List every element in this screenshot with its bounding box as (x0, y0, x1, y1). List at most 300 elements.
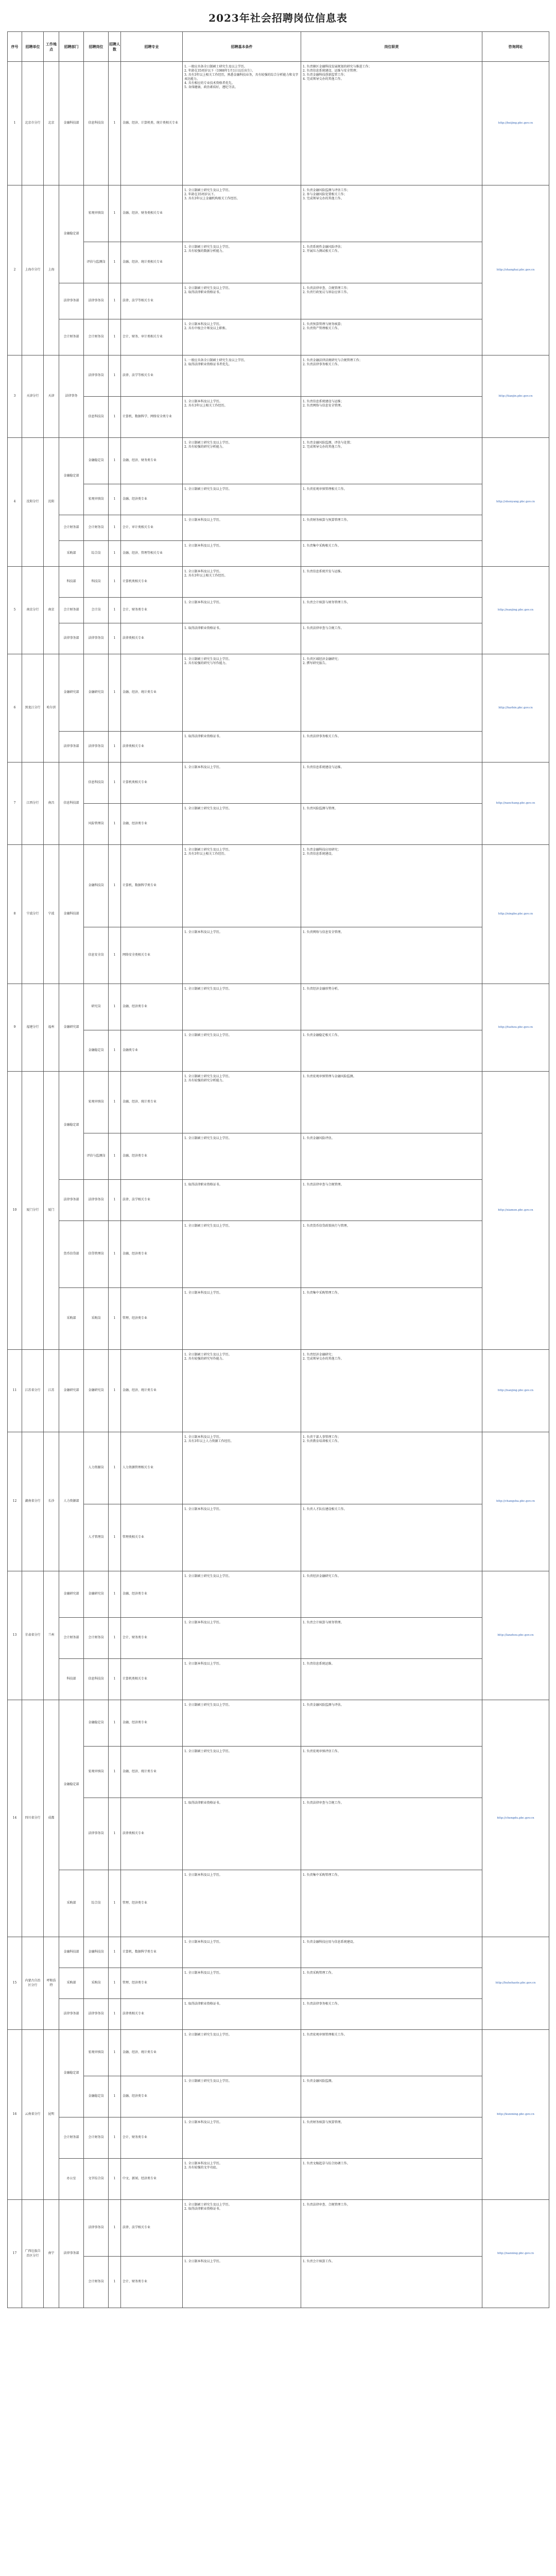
major-requirement: 金融、经济类专业 (121, 1571, 183, 1618)
condition-line: 1. 取得法律职业资格证书。 (184, 1801, 222, 1805)
headcount: 1 (109, 984, 121, 1030)
job-duties (301, 1221, 482, 1288)
department: 金融研究部 (59, 1350, 84, 1432)
work-location: 哈尔滨 (44, 654, 59, 762)
headcount: 1 (109, 515, 121, 541)
department: 金融稳定部 (59, 1072, 84, 1180)
recruiting-unit: 宁波分行 (22, 845, 44, 984)
condition-line: 1. 全日制硕士研究生及以上学历。 (184, 1574, 232, 1578)
table-row (8, 1504, 549, 1571)
work-location: 南宁 (44, 2200, 59, 2308)
condition-line: 1. 全日制硕士研究生及以上学历。 (184, 1353, 232, 1357)
row-number: 13 (8, 1571, 22, 1700)
recruiting-unit: 甘肃省分行 (22, 1571, 44, 1700)
position: 采购岗 (84, 1288, 109, 1350)
major-requirement: 管理类相关专业 (121, 1504, 183, 1571)
headcount: 1 (109, 319, 121, 355)
headcount: 1 (109, 62, 121, 185)
condition-line: 1. 全日制硕士研究生及以上学历。 (184, 487, 232, 491)
table-row (8, 2076, 549, 2117)
major-requirement: 会计、财务类专业 (121, 598, 183, 623)
condition-line: 1. 全日制硕士研究生及以上学历。 (184, 441, 232, 445)
duty-line: 1. 负责信息系统开发与运维。 (303, 570, 344, 573)
headcount: 1 (109, 732, 121, 762)
work-location: 上海 (44, 185, 59, 355)
condition-line: 1. 全日制硕士研究生及以上学历。 (184, 657, 232, 661)
position: 信息科技岗 (84, 397, 109, 438)
header-cell: 岗位职责 (301, 32, 482, 62)
table-row (8, 397, 549, 438)
major-requirement: 会计、审计类相关专业 (121, 515, 183, 541)
basic-conditions (183, 1747, 301, 1798)
basic-conditions (183, 1432, 301, 1504)
headcount: 1 (109, 1133, 121, 1180)
header-cell: 招聘人数 (109, 32, 121, 62)
position: 宏观审慎岗 (84, 1747, 109, 1798)
position: 信息安全岗 (84, 927, 109, 984)
duty-line: 2. 负责行政复议与诉讼应诉工作。 (303, 291, 350, 295)
major-requirement: 金融、经济、统计类相关专业 (121, 242, 183, 283)
headcount: 1 (109, 1618, 121, 1659)
headcount: 1 (109, 1571, 121, 1618)
condition-line: 1. 全日制硕士研究生及以上学历。 (184, 987, 232, 991)
duty-line: 1. 负责宏观审慎管理相关工作。 (303, 487, 347, 491)
table-row (8, 515, 549, 541)
consult-website-link[interactable]: http://nanning.pbc.gov.cn (482, 2200, 549, 2308)
header-cell: 序号 (8, 32, 22, 62)
condition-line: 2. 具有较强的研究写作能力。 (184, 1357, 225, 1361)
condition-line: 1. 全日制硕士研究生及以上学历。 (184, 286, 232, 290)
headcount: 1 (109, 927, 121, 984)
duty-line: 2. 负责信息系统建设、运维与安全管理； (303, 69, 359, 73)
basic-conditions (183, 1700, 301, 1747)
work-location: 宁波 (44, 845, 59, 984)
condition-line: 1. 全日制硕士研究生及以上学历。 (184, 1703, 232, 1707)
headcount: 1 (109, 623, 121, 654)
basic-conditions (183, 283, 301, 319)
duty-line: 1. 负责集中采购相关工作。 (303, 544, 341, 548)
condition-line: 1. 全日制硕士研究生及以上学历。 (184, 1750, 232, 1753)
duty-line: 1. 负责区域经济金融研究； (303, 657, 341, 661)
table-row (8, 732, 549, 762)
condition-line: 2. 具有较强的研究与写作能力。 (184, 662, 229, 666)
job-duties (301, 598, 482, 623)
basic-conditions (183, 438, 301, 484)
table-row (8, 804, 549, 845)
department: 科技部 (59, 567, 84, 598)
major-requirement: 会计、财务类专业 (121, 1618, 183, 1659)
recruiting-unit: 广西壮族自治区分行 (22, 2200, 44, 2308)
position: 会计财务岗 (84, 2117, 109, 2159)
position: 法律事务岗 (84, 732, 109, 762)
recruiting-unit: 天津分行 (22, 355, 44, 438)
basic-conditions (183, 2257, 301, 2308)
job-duties (301, 845, 482, 927)
table-row (8, 598, 549, 623)
department: 会计财务部 (59, 515, 84, 541)
major-requirement: 法律、法学等相关专业 (121, 283, 183, 319)
job-duties (301, 654, 482, 732)
basic-conditions (183, 1798, 301, 1870)
table-row (8, 2257, 549, 2308)
position: 人力资源岗 (84, 1432, 109, 1504)
position: 法律事务岗 (84, 1798, 109, 1870)
condition-line: 2. 具有较强的数据分析能力。 (184, 249, 225, 253)
major-requirement: 金融、经济、统计类专业 (121, 2030, 183, 2076)
consult-website-link[interactable]: http://beijing.pbc.gov.cn (482, 62, 549, 185)
row-number: 8 (8, 845, 22, 984)
position: 法律事务岗 (84, 1180, 109, 1221)
duty-line: 1. 负责网络与信息安全管理。 (303, 930, 344, 934)
condition-line: 1. 全日制本科及以上学历。 (184, 601, 222, 604)
basic-conditions (183, 355, 301, 397)
condition-line: 2. 具有3年以上相关工作经历。 (184, 852, 228, 856)
department: 法律事务部 (59, 1180, 84, 1221)
headcount: 1 (109, 1798, 121, 1870)
job-duties (301, 1350, 482, 1432)
position: 文字综合岗 (84, 2159, 109, 2200)
job-duties (301, 1504, 482, 1571)
condition-line: 1. 全日制硕士研究生及以上学历。 (184, 189, 232, 192)
condition-line: 2. 具有较强的研究分析能力。 (184, 445, 225, 449)
job-duties (301, 2030, 482, 2076)
headcount: 1 (109, 2030, 121, 2076)
major-requirement: 法律类相关专业 (121, 732, 183, 762)
work-location: 兰州 (44, 1571, 59, 1700)
duty-line: 1. 负责金融风险监测。 (303, 2079, 335, 2083)
duty-line: 2. 负责信息系统建设。 (303, 852, 335, 856)
duty-line: 1. 负责金融风险监测与评估。 (303, 1703, 344, 1707)
job-duties (301, 567, 482, 598)
duty-line: 4. 完成领导交办的其他工作。 (303, 77, 344, 81)
basic-conditions (183, 845, 301, 927)
job-duties (301, 397, 482, 438)
position: 信息科技岗 (84, 1659, 109, 1700)
recruiting-unit: 四川省分行 (22, 1700, 44, 1937)
consult-website-link[interactable]: http://shenyang.pbc.gov.cn (482, 438, 549, 567)
basic-conditions (183, 1180, 301, 1221)
basic-conditions (183, 185, 301, 242)
condition-line: 2. 年龄在35周岁以下（1988年1月1日以后出生）。 (184, 69, 255, 73)
duty-line: 1. 负责宏观审慎评估工作。 (303, 1750, 341, 1753)
position: 采购岗 (84, 1968, 109, 1999)
condition-line: 1. 全日制本科及以上学历。 (184, 1971, 222, 1975)
recruiting-unit: 江苏省分行 (22, 1350, 44, 1432)
work-location: 北京 (44, 62, 59, 185)
work-location: 厦门 (44, 1072, 59, 1350)
job-duties (301, 1870, 482, 1937)
position: 科技岗 (84, 567, 109, 598)
job-duties (301, 1700, 482, 1747)
major-requirement: 金融、经济类专业 (121, 1133, 183, 1180)
row-number: 12 (8, 1432, 22, 1571)
consult-website-link[interactable]: http://changsha.pbc.gov.cn (482, 1432, 549, 1571)
headcount: 1 (109, 2257, 121, 2308)
headcount: 1 (109, 1504, 121, 1571)
major-requirement: 法律类相关专业 (121, 1999, 183, 2030)
basic-conditions (183, 567, 301, 598)
consult-website-link[interactable]: http://kunming.pbc.gov.cn (482, 2030, 549, 2200)
job-duties (301, 185, 482, 242)
table-row (8, 927, 549, 984)
major-requirement: 金融、经济、统计类专业 (121, 654, 183, 732)
condition-line: 1. 全日制硕士研究生及以上学历。 (184, 1033, 232, 1037)
condition-line: 1. 一般应具备全日制硕士研究生及以上学历。 (184, 65, 247, 69)
headcount: 1 (109, 1659, 121, 1700)
headcount: 1 (109, 567, 121, 598)
condition-line: 1. 全日制本科及以上学历。 (184, 1435, 222, 1439)
department: 科技部 (59, 1659, 84, 1700)
department: 采购部 (59, 1870, 84, 1937)
work-location: 呼和浩特 (44, 1937, 59, 2030)
job-duties (301, 1030, 482, 1072)
table-row (8, 1747, 549, 1798)
header-cell: 招聘专业 (121, 32, 183, 62)
table-body (8, 62, 549, 2308)
table-header-row (8, 32, 549, 62)
duty-line: 1. 负责金融风险评估。 (303, 1137, 335, 1140)
condition-line: 1. 全日制本科及以上学历。 (184, 1507, 222, 1511)
major-requirement: 管理、经济类专业 (121, 1288, 183, 1350)
position: 金融稳定岗 (84, 1030, 109, 1072)
condition-line: 1. 取得法律职业资格证书。 (184, 2002, 222, 2006)
condition-line: 5. 身体健康，政治素质好，遵纪守法。 (184, 86, 238, 90)
headcount: 1 (109, 1350, 121, 1432)
department: 金融科技部 (59, 62, 84, 185)
duty-line: 1. 负责法律事务相关工作。 (303, 2002, 341, 2006)
headcount: 1 (109, 1180, 121, 1221)
basic-conditions (183, 2030, 301, 2076)
duty-line: 1. 负责集中采购管理工作。 (303, 1291, 341, 1295)
table-row (8, 62, 549, 185)
position: 金融稳定岗 (84, 2076, 109, 2117)
position: 宏观审慎岗 (84, 185, 109, 242)
duty-line: 1. 负责信息系统运维。 (303, 1662, 335, 1666)
department: 金融科技部 (59, 1937, 84, 1968)
condition-line: 2. 具有较强的文字功底。 (184, 2166, 219, 2170)
condition-line: 1. 全日制硕士研究生及以上学历。 (184, 245, 232, 249)
position: 风险管理岗 (84, 804, 109, 845)
condition-line: 1. 取得法律职业资格证书。 (184, 1183, 222, 1187)
major-requirement: 计算机类相关专业 (121, 567, 183, 598)
department: 信息科技部 (59, 762, 84, 845)
duty-line: 1. 负责金融风险监测与评估工作； (303, 189, 350, 192)
job-duties (301, 1968, 482, 1999)
row-number: 14 (8, 1700, 22, 1937)
headcount: 1 (109, 1968, 121, 1999)
basic-conditions (183, 623, 301, 654)
consult-website-link[interactable]: http://huhehaote.pbc.gov.cn (482, 1937, 549, 2030)
basic-conditions (183, 2117, 301, 2159)
condition-line: 2. 具有3年以上相关工作经历。 (184, 574, 228, 578)
basic-conditions (183, 984, 301, 1030)
consult-website-link[interactable]: http://ningbo.pbc.gov.cn (482, 845, 549, 984)
consult-website-link[interactable]: http://shanghai.pbc.gov.cn (482, 185, 549, 355)
job-duties (301, 732, 482, 762)
row-number: 15 (8, 1937, 22, 2030)
job-duties (301, 1618, 482, 1659)
condition-line: 2. 取得法律职业资格证书者优先。 (184, 363, 232, 367)
duty-line: 1. 负责法律审查与合规工作。 (303, 1801, 344, 1805)
table-row (8, 355, 549, 397)
position: 研究岗 (84, 984, 109, 1030)
basic-conditions (183, 1030, 301, 1072)
recruiting-unit: 南京分行 (22, 567, 44, 654)
duty-line: 3. 负责金融科技创新监管工作； (303, 73, 347, 77)
major-requirement: 金融、经济、统计类专业 (121, 1747, 183, 1798)
position: 金融稳定岗 (84, 438, 109, 484)
basic-conditions (183, 62, 301, 185)
headcount: 1 (109, 438, 121, 484)
major-requirement: 法律、法学等相关专业 (121, 355, 183, 397)
headcount: 1 (109, 185, 121, 242)
headcount: 1 (109, 1870, 121, 1937)
duty-line: 1. 负责会计核算与财务管理。 (303, 1621, 344, 1624)
consult-website-link[interactable]: http://nanchang.pbc.gov.cn (482, 762, 549, 845)
major-requirement: 会计、财务类专业 (121, 2117, 183, 2159)
department: 金融研究部 (59, 654, 84, 732)
headcount: 1 (109, 845, 121, 927)
duty-line: 1. 负责法律审查、合规管理工作。 (303, 2203, 350, 2207)
work-location: 长沙 (44, 1432, 59, 1571)
duty-line: 2. 负责资产管理相关工作。 (303, 327, 341, 331)
recruiting-unit: 沈阳分行 (22, 438, 44, 567)
table-row (8, 2200, 549, 2257)
department: 金融稳定部 (59, 438, 84, 515)
condition-line: 1. 取得法律职业资格证书。 (184, 626, 222, 630)
condition-line: 2. 具有中级会计师及以上职称。 (184, 327, 229, 331)
job-duties (301, 2159, 482, 2200)
headcount: 1 (109, 1700, 121, 1747)
consult-website-link[interactable]: http://tianjin.pbc.gov.cn (482, 355, 549, 438)
condition-line: 1. 一般应具备全日制硕士研究生及以上学历。 (184, 359, 247, 362)
table-row (8, 845, 549, 927)
work-location: 南昌 (44, 762, 59, 845)
duty-line: 1. 负责预算管理与财务核算； (303, 323, 344, 326)
duty-line: 2. 完成领导交办的其他工作。 (303, 1357, 344, 1361)
row-number: 7 (8, 762, 22, 845)
basic-conditions (183, 515, 301, 541)
table-row (8, 1133, 549, 1180)
department: 金融科技部 (59, 845, 84, 984)
major-requirement: 金融、经济类专业 (121, 2076, 183, 2117)
headcount: 1 (109, 1030, 121, 1072)
work-location: 天津 (44, 355, 59, 438)
major-requirement: 管理、经济类专业 (121, 1870, 183, 1937)
row-number: 17 (8, 2200, 22, 2308)
position: 法律事务岗 (84, 1999, 109, 2030)
job-duties (301, 1937, 482, 1968)
condition-line: 2. 具有3年以上人力资源工作经历。 (184, 1439, 234, 1444)
condition-line: 3. 具有3年以上金融机构相关工作经历。 (184, 197, 240, 201)
table-row (8, 762, 549, 804)
recruiting-unit: 厦门分行 (22, 1072, 44, 1350)
headcount: 1 (109, 1221, 121, 1288)
consult-website-link[interactable]: http://nanjing.pbc.gov.cn (482, 1350, 549, 1432)
duty-line: 1. 负责采购管理工作。 (303, 1971, 335, 1975)
department: 会计财务部 (59, 1618, 84, 1659)
job-duties (301, 1432, 482, 1504)
consult-website-link[interactable]: http://chengdu.pbc.gov.cn (482, 1700, 549, 1937)
department: 法律事务部 (59, 1999, 84, 2030)
table-row (8, 1999, 549, 2030)
condition-line: 2. 取得法律职业资格证书。 (184, 2207, 222, 2211)
basic-conditions (183, 1133, 301, 1180)
header-cell: 招聘基本条件 (183, 32, 301, 62)
major-requirement: 中文、新闻、经济类专业 (121, 2159, 183, 2200)
job-duties (301, 1571, 482, 1618)
table-row (8, 567, 549, 598)
consult-website-link[interactable]: http://lanzhou.pbc.gov.cn (482, 1571, 549, 1700)
position: 宏观审慎岗 (84, 2030, 109, 2076)
position: 信贷管理岗 (84, 1221, 109, 1288)
position: 金融研究岗 (84, 1571, 109, 1618)
table-row (8, 283, 549, 319)
basic-conditions (183, 762, 301, 804)
department: 金融研究部 (59, 984, 84, 1072)
table-row (8, 185, 549, 242)
headcount: 1 (109, 804, 121, 845)
consult-website-link[interactable]: http://xiamen.pbc.gov.cn (482, 1072, 549, 1350)
duty-line: 3. 完成领导交办的其他工作。 (303, 197, 344, 201)
job-duties (301, 984, 482, 1030)
condition-line: 2. 具有较强的研究分析能力。 (184, 1079, 225, 1083)
consult-website-link[interactable]: http://harbin.pbc.gov.cn (482, 654, 549, 762)
table-row (8, 1288, 549, 1350)
job-duties (301, 484, 482, 515)
consult-website-link[interactable]: http://nanjing.pbc.gov.cn (482, 567, 549, 654)
condition-line: 1. 全日制本科及以上学历。 (184, 518, 222, 522)
row-number: 16 (8, 2030, 22, 2200)
condition-line: 1. 全日制硕士研究生及以上学历。 (184, 2203, 232, 2207)
position: 宏观审慎岗 (84, 1072, 109, 1133)
job-duties (301, 804, 482, 845)
job-duties (301, 1747, 482, 1798)
condition-line: 3. 具有3年以上相关工作经历，熟悉金融科技业务，具有较强的综合分析能力和文字表达能力。 (184, 73, 299, 81)
position: 会计财务岗 (84, 1618, 109, 1659)
position: 法律事务岗 (84, 355, 109, 397)
basic-conditions (183, 1999, 301, 2030)
consult-website-link[interactable]: http://fuzhou.pbc.gov.cn (482, 984, 549, 1072)
condition-line: 1. 全日制本科及以上学历。 (184, 2162, 222, 2165)
condition-line: 2. 具有3年以上相关工作经历。 (184, 404, 228, 408)
department: 金融研究部 (59, 1571, 84, 1618)
recruiting-unit: 湖南省分行 (22, 1432, 44, 1571)
basic-conditions (183, 654, 301, 732)
duty-line: 1. 负责干部人事管理工作； (303, 1435, 341, 1439)
condition-line: 1. 全日制本科及以上学历。 (184, 766, 222, 769)
condition-line: 1. 全日制本科及以上学历。 (184, 2121, 222, 2124)
table-row (8, 1659, 549, 1700)
condition-line: 1. 全日制本科及以上学历。 (184, 1940, 222, 1944)
condition-line: 1. 取得法律职业资格证书。 (184, 735, 222, 738)
job-duties (301, 1133, 482, 1180)
job-duties (301, 2076, 482, 2117)
basic-conditions (183, 732, 301, 762)
position: 金融研究岗 (84, 654, 109, 732)
major-requirement: 计算机、数据科学类专业 (121, 1937, 183, 1968)
table-row (8, 623, 549, 654)
basic-conditions (183, 1937, 301, 1968)
row-number: 6 (8, 654, 22, 762)
row-number: 10 (8, 1072, 22, 1350)
recruiting-unit: 江西分行 (22, 762, 44, 845)
duty-line: 2. 负责教育培训相关工作。 (303, 1439, 341, 1444)
duty-line: 1. 负责辖区金融科技发展规划的研究与推进工作； (303, 65, 372, 69)
table-row (8, 319, 549, 355)
table-row (8, 1432, 549, 1504)
basic-conditions (183, 484, 301, 515)
